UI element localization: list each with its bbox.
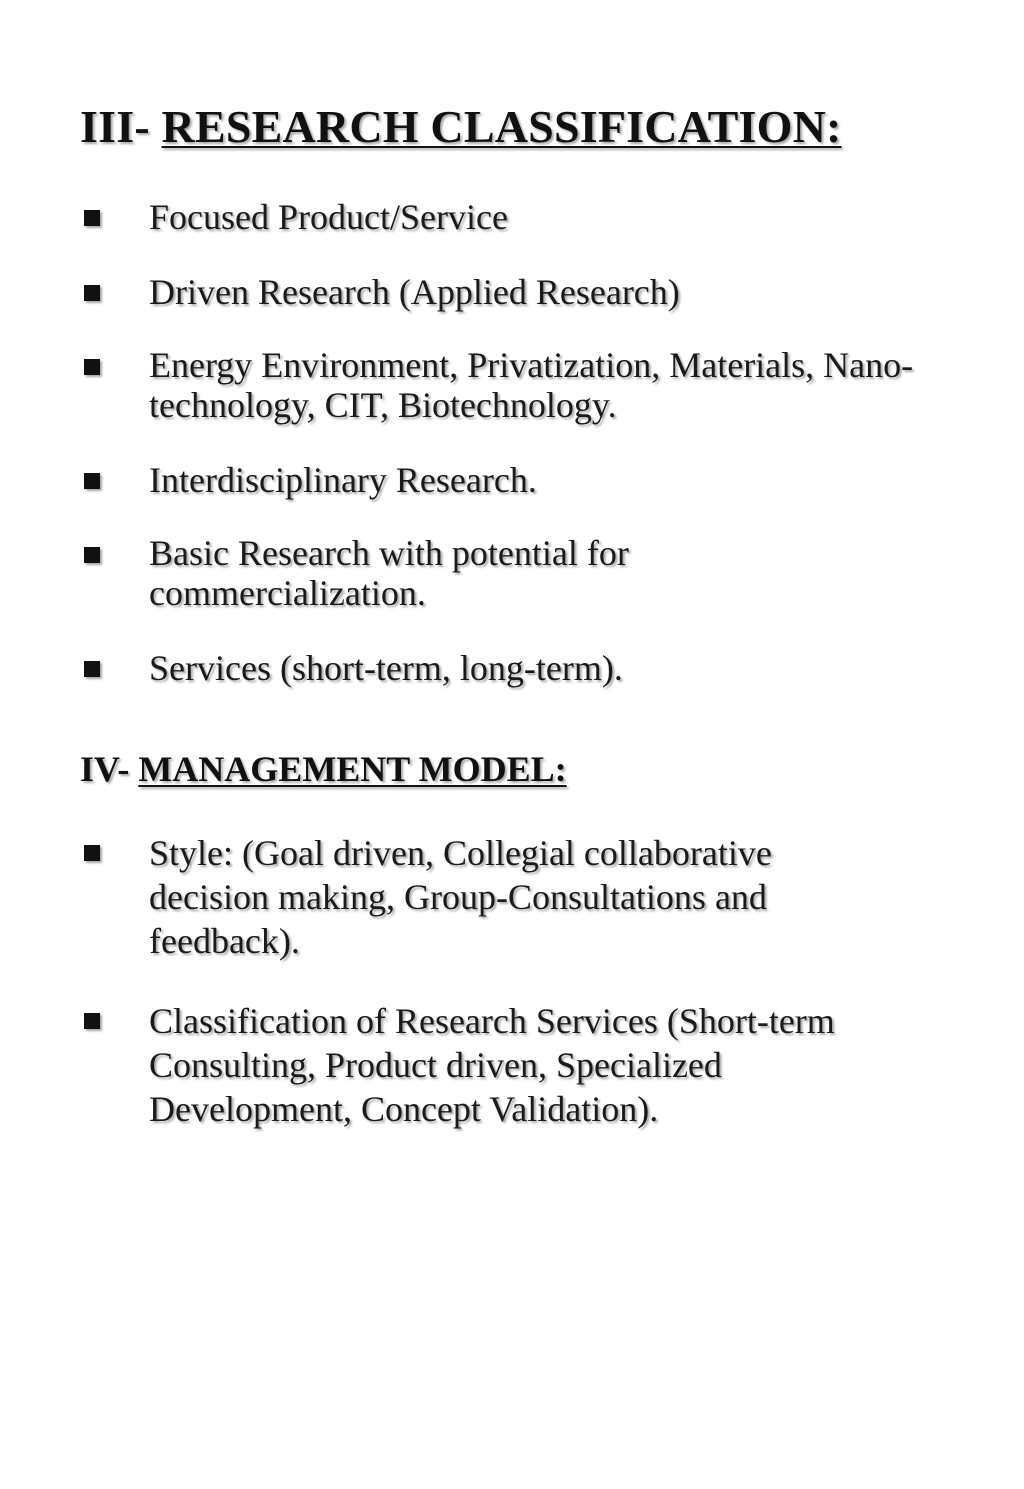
list-item-text: Services (short-term, long-term).	[149, 648, 623, 688]
list-item-text: Focused Product/Service	[149, 197, 508, 237]
section-heading-research-classification	[80, 100, 842, 153]
square-bullet-icon	[84, 359, 100, 375]
list-item-text: Interdisciplinary Research.	[149, 460, 537, 500]
list-item-text: Classification of Research Services (Short-term Consulting, Product driven, Specialized Development, Concept Validation).	[149, 1001, 835, 1129]
section-title: RESEARCH CLASSIFICATION:	[161, 101, 842, 152]
square-bullet-icon	[84, 547, 100, 563]
section-number: III-	[80, 101, 162, 152]
square-bullet-icon	[84, 285, 100, 301]
section-number: IV-	[80, 749, 139, 789]
list-item-text: Basic Research with potential for commercialization.	[149, 533, 629, 613]
square-bullet-icon	[84, 473, 100, 489]
section-heading-management-model	[80, 748, 567, 790]
list-item-text: Style: (Goal driven, Collegial collaborative decision making, Group-Consultations and feedback).	[149, 833, 772, 961]
square-bullet-icon	[84, 661, 100, 677]
square-bullet-icon	[84, 210, 100, 226]
list-item-text: Energy Environment, Privatization, Materials, Nano-technology, CIT, Biotechnology.	[149, 345, 914, 425]
section-title: MANAGEMENT MODEL:	[138, 749, 567, 789]
square-bullet-icon	[84, 845, 100, 861]
square-bullet-icon	[84, 1013, 100, 1029]
list-item-text: Driven Research (Applied Research)	[149, 272, 680, 312]
